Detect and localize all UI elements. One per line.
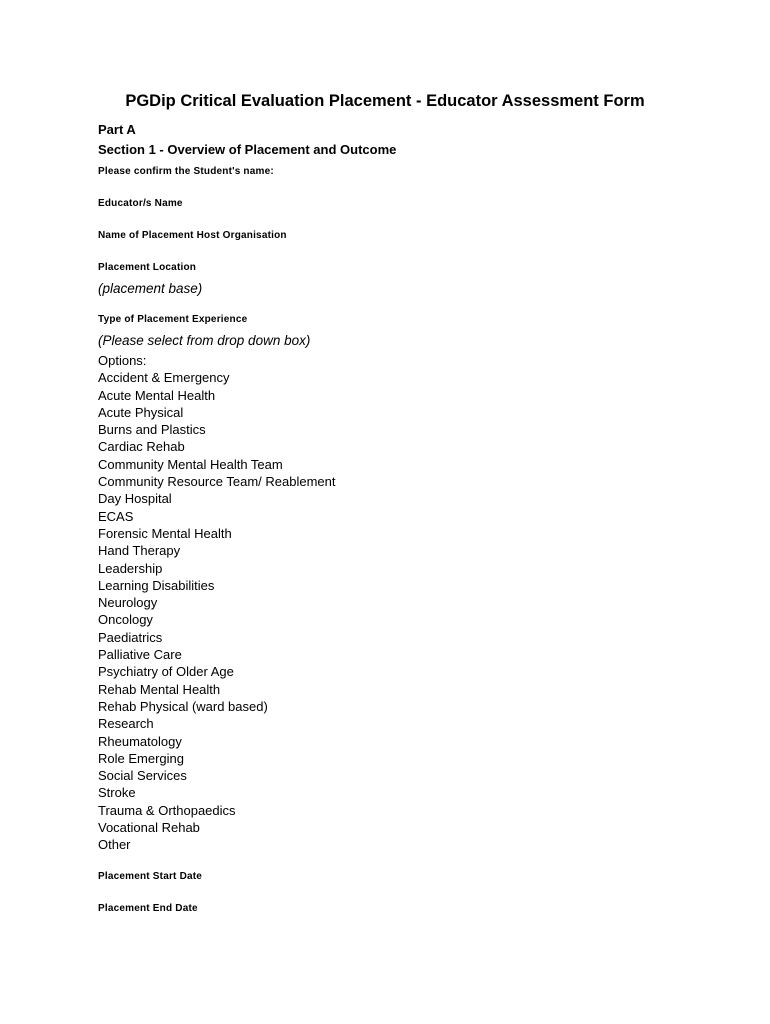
- option-item: Palliative Care: [98, 647, 182, 663]
- option-item: Community Mental Health Team: [98, 456, 283, 472]
- option-item: Social Services: [98, 768, 187, 784]
- option-item: Acute Mental Health: [98, 387, 216, 403]
- option-item: Cardiac Rehab: [98, 439, 185, 455]
- option-item: Trauma & Orthopaedics: [98, 802, 236, 818]
- option-item: Rheumatology: [98, 733, 182, 749]
- options-label: Options:: [98, 353, 147, 368]
- end-date-label: Placement End Date: [98, 903, 198, 914]
- option-item: Psychiatry of Older Age: [98, 664, 234, 680]
- placement-location-label: Placement Location: [98, 262, 197, 273]
- option-item: Oncology: [98, 612, 153, 628]
- option-item: Leadership: [98, 560, 163, 576]
- option-item: Other: [98, 837, 131, 853]
- option-item: Community Resource Team/ Reablement: [98, 474, 336, 490]
- option-item: Role Emerging: [98, 750, 184, 766]
- option-item: Burns and Plastics: [98, 422, 206, 438]
- option-item: Day Hospital: [98, 491, 172, 507]
- option-item: Forensic Mental Health: [98, 525, 232, 541]
- placement-type-label: Type of Placement Experience: [98, 314, 248, 325]
- host-organisation-label: Name of Placement Host Organisation: [98, 230, 287, 241]
- option-item: Learning Disabilities: [98, 577, 215, 593]
- option-item: Paediatrics: [98, 629, 163, 645]
- educator-name-label: Educator/s Name: [98, 198, 183, 209]
- student-name-label: Please confirm the Student's name:: [98, 166, 274, 177]
- option-item: Research: [98, 716, 154, 732]
- option-item: Acute Physical: [98, 404, 184, 420]
- start-date-label: Placement Start Date: [98, 871, 203, 882]
- placement-location-hint: (placement base): [98, 281, 203, 296]
- option-item: Hand Therapy: [98, 543, 181, 559]
- placement-type-hint: (Please select from drop down box): [98, 333, 311, 348]
- option-item: Vocational Rehab: [98, 820, 200, 836]
- option-item: Stroke: [98, 785, 136, 801]
- option-item: Rehab Mental Health: [98, 681, 221, 697]
- placement-type-options-list: [98, 352, 335, 854]
- option-item: Neurology: [98, 595, 158, 611]
- part-heading: Part A: [98, 122, 136, 137]
- option-item: Rehab Physical (ward based): [98, 698, 268, 714]
- document-title: PGDip Critical Evaluation Placement - Educator Assessment Form: [125, 92, 645, 110]
- section-heading: Section 1 - Overview of Placement and Outcome: [98, 142, 397, 157]
- option-item: ECAS: [98, 508, 134, 524]
- option-item: Accident & Emergency: [98, 370, 230, 386]
